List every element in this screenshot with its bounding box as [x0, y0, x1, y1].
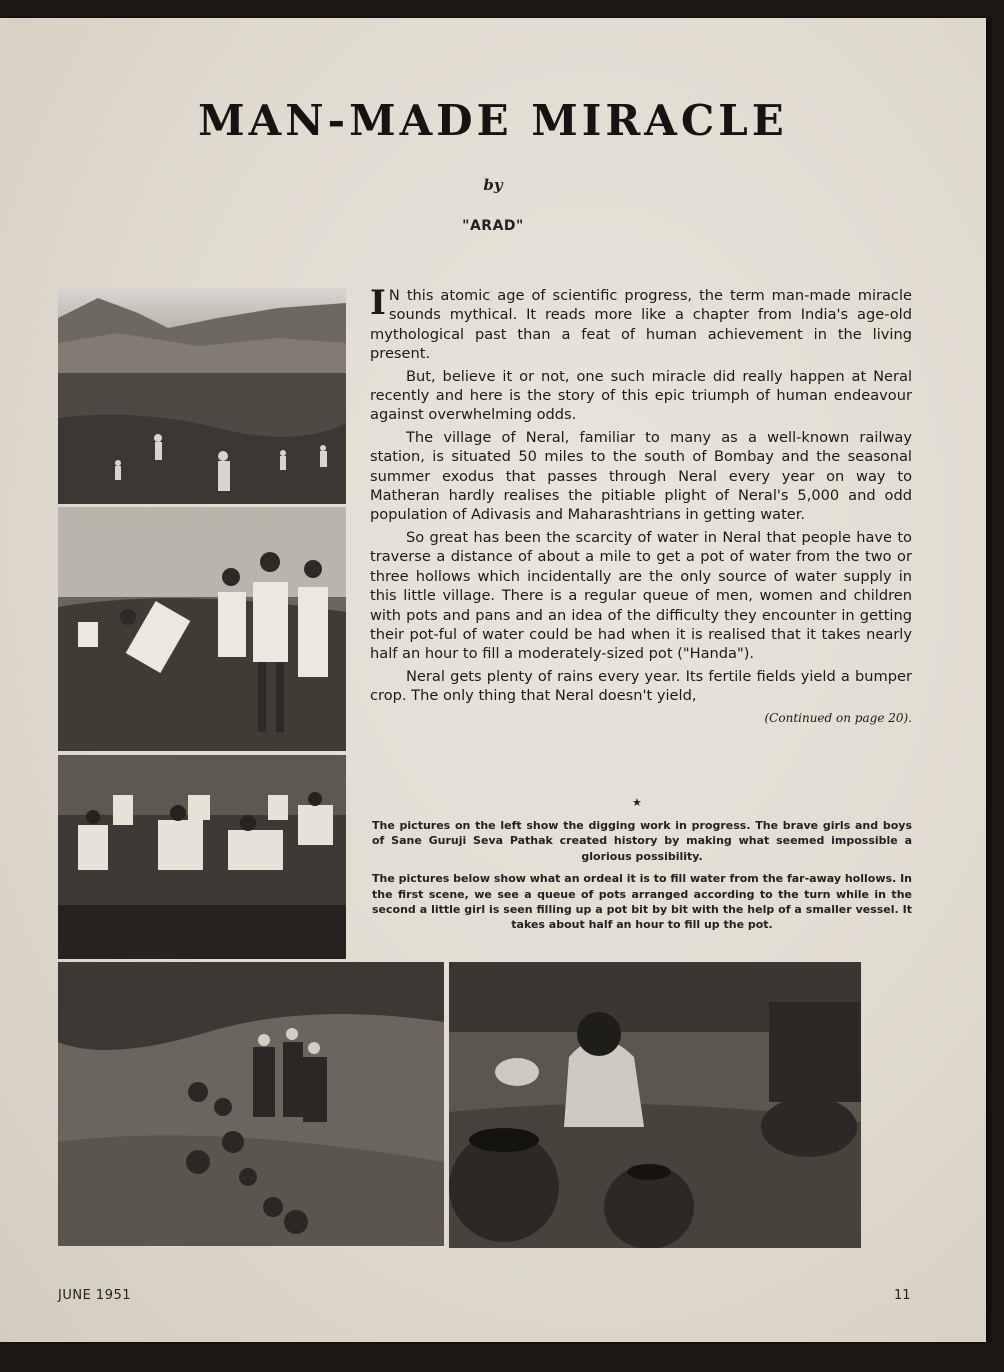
photo-crowd-digging — [58, 755, 346, 959]
page-number: 11 — [894, 1288, 911, 1303]
paragraph-1-text: N this atomic age of scientific progress, the term man-made miracle sounds mythical. It reads more like a chapter from India's age-old mythological past than a feat of human achievement in the living present. — [370, 287, 912, 363]
article-paragraph-4: So great has been the scarcity of water in Neral that people have to traverse a distance of about a mile to get a pot of water from the two or three hollows which incidentally are the only source of water supply in this little village. There is a regular queue of men, women and children with pots and pans and an idea of the difficulty they encounter in getting their pot-ful of water could be had when it is realised that it takes nearly half an hour to fill a moderately-sized pot ("Handa"). — [370, 528, 912, 663]
article-paragraph-1 — [370, 283, 912, 364]
article-body — [370, 283, 912, 728]
article-title: MAN-MADE MIRACLE — [198, 96, 788, 145]
article-paragraph-5: Neral gets plenty of rains every year. Its fertile fields yield a bumper crop. The only thing that Neral doesn't yield, — [370, 667, 912, 705]
magazine-page — [0, 18, 986, 1342]
article-paragraph-2: But, believe it or not, one such miracle did really happen at Neral recently and here is the story of this epic triumph of human endeavour against overwhelming odds. — [370, 367, 912, 424]
photo-girl-filling-pot — [449, 962, 861, 1248]
separator-star: ★ — [632, 796, 642, 809]
issue-date: JUNE 1951 — [58, 1288, 132, 1303]
caption-left-photos: The pictures on the left show the digging work in progress. The brave girls and boys of Sane Guruji Seva Pathak created history by making what seemed impossible a glorious possibility. — [372, 819, 912, 863]
photo-digging-landscape — [58, 288, 346, 504]
byline-by: by — [483, 176, 503, 194]
continued-note: (Continued on page 20). — [764, 710, 912, 725]
caption-bottom-photos: The pictures below show what an ordeal it is to fill water from the far-away hollows. In the first scene, we see a queue of pots arranged according to the turn while in the second a little girl is seen filling up a pot bit by bit with the help of a smaller vessel. It takes about half an hour to fill up the pot. — [372, 872, 912, 932]
photo-captions — [372, 818, 912, 940]
drop-cap: I — [370, 283, 386, 323]
byline-author: "ARAD" — [462, 218, 524, 234]
photo-volunteers-digging — [58, 507, 346, 751]
article-paragraph-3: The village of Neral, familiar to many as a well-known railway station, is situated 50 miles to the south of Bombay and the seasonal summer exodus that passes through Neral every year on way to Matheran hardly realises the pitiable plight of Neral's 5,000 and odd population of Adivasis and Maharashtrians in getting water. — [370, 428, 912, 524]
photo-queue-of-pots — [58, 962, 444, 1246]
